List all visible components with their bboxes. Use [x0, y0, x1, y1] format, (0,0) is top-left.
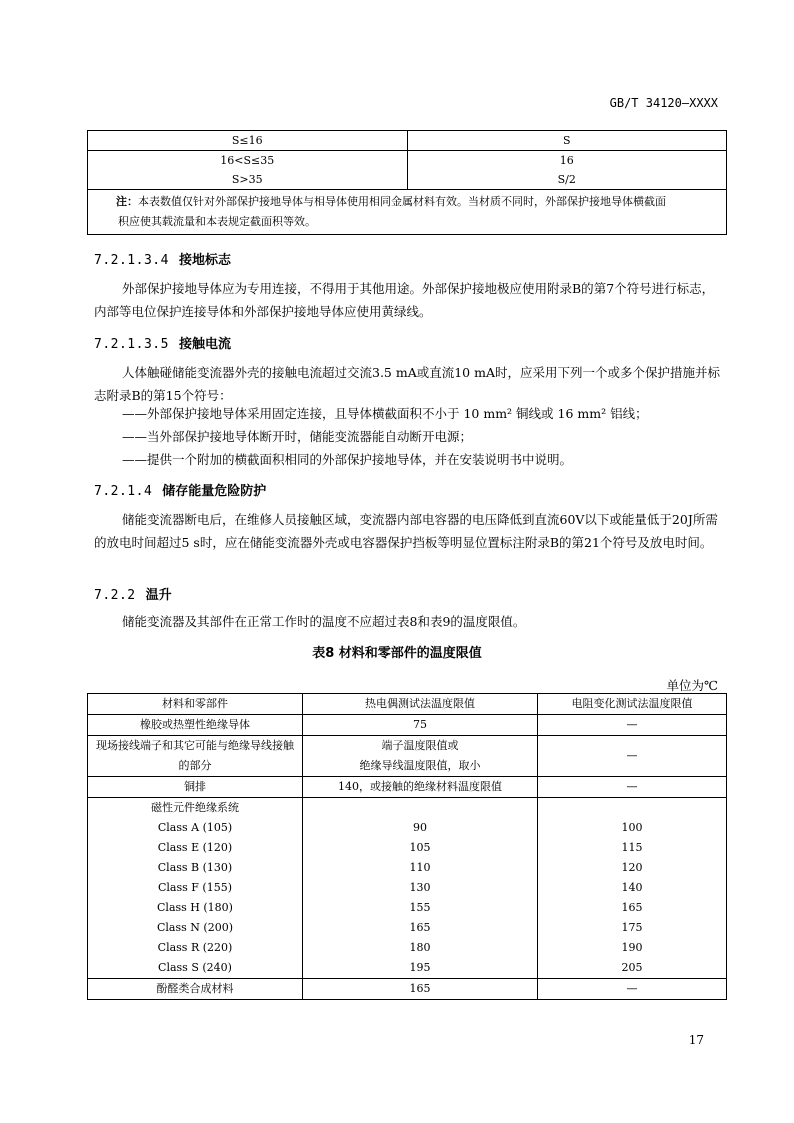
- cell-line: 的部分: [178, 759, 212, 772]
- table-cell: [88, 736, 303, 777]
- section-heading-7.2.1.4: [94, 480, 266, 499]
- table-cell: 16: [407, 151, 727, 171]
- table-cell: —: [538, 715, 727, 736]
- table-row: [88, 958, 727, 979]
- table-cell: S/2: [407, 170, 727, 190]
- table-cell: 16<S≤35: [88, 151, 408, 171]
- table-cell: 橡胶或热塑性绝缘导体: [88, 715, 303, 736]
- table-row: [88, 131, 727, 151]
- table-row: [88, 798, 727, 819]
- table-cell: Class H (180): [88, 898, 303, 918]
- table-cell: —: [538, 736, 727, 777]
- table-cell: 100: [538, 818, 727, 838]
- page-number: 17: [688, 1033, 704, 1047]
- column-header: 电阻变化测试法温度限值: [538, 694, 727, 715]
- table-cell: Class N (200): [88, 918, 303, 938]
- section-heading-7.2.1.3.5: [94, 333, 231, 352]
- table-row: [88, 838, 727, 858]
- table-cell: 110: [303, 858, 538, 878]
- table-cell: Class E (120): [88, 838, 303, 858]
- table-header-row: [88, 694, 727, 715]
- paragraph: 储能变流器断电后，在维修人员接触区域，变流器内部电容器的电压降低到直流60V以下或能量低于20J所需的放电时间超过5 s时，应在储能变流器外壳或电容器保护挡板等明显位置标注附录B的第21个符号及放电时间。: [94, 512, 718, 550]
- cell-line: 绝缘导线温度限值，取小: [359, 759, 481, 772]
- table-cell: Class R (220): [88, 938, 303, 958]
- table-cell: 175: [538, 918, 727, 938]
- table-row: [88, 818, 727, 838]
- section-title: 接地标志: [178, 253, 231, 268]
- table-unit: 单位为℃: [666, 678, 718, 693]
- table-row: [88, 777, 727, 798]
- table-cell: 155: [303, 898, 538, 918]
- section-number: 7.2.2: [94, 588, 136, 603]
- paragraph: 储能变流器及其部件在正常工作时的温度不应超过表8和表9的温度限值。: [122, 614, 526, 629]
- table-cell: Class F (155): [88, 878, 303, 898]
- table-cell: 165: [303, 918, 538, 938]
- note-line-2: 积应使其载流量和本表规定截面积等效。: [118, 215, 316, 228]
- table-note: [88, 190, 727, 235]
- document-code: GB/T 34120—XXXX: [609, 96, 718, 110]
- table-cell: —: [538, 979, 727, 1000]
- table-cell: 130: [303, 878, 538, 898]
- table-cell: 140: [538, 878, 727, 898]
- conductor-size-table: [87, 130, 727, 235]
- table-row: [88, 898, 727, 918]
- paragraph: 外部保护接地导体应为专用连接，不得用于其他用途。外部保护接地极应使用附录B的第7个符号进行标志，内部等电位保护连接导体和外部保护接地导体应使用黄绿线。: [94, 281, 715, 319]
- table-cell: 酚醛类合成材料: [88, 979, 303, 1000]
- table-row: [88, 170, 727, 190]
- table-row: [88, 151, 727, 171]
- table-cell: 205: [538, 958, 727, 979]
- table-cell: 190: [538, 938, 727, 958]
- table-cell: 90: [303, 818, 538, 838]
- table-row: [88, 878, 727, 898]
- table-cell: [303, 798, 538, 819]
- table-row: [88, 858, 727, 878]
- paragraph: 人体触碰储能变流器外壳的接触电流超过交流3.5 mA或直流10 mA时，应采用下列一个或多个保护措施并标志附录B的第15个符号：: [94, 365, 720, 403]
- table-cell: 115: [538, 838, 727, 858]
- table-cell: 165: [538, 898, 727, 918]
- table-cell: 磁性元件绝缘系统: [88, 798, 303, 819]
- section-number: 7.2.1.3.4: [94, 253, 169, 268]
- list-item: ——提供一个附加的横截面积相同的外部保护接地导体，并在安装说明书中说明。: [122, 452, 573, 467]
- section-heading-7.2.2: [94, 584, 172, 603]
- table-cell: 165: [303, 979, 538, 1000]
- table-row: [88, 918, 727, 938]
- section-number: 7.2.1.4: [94, 484, 153, 499]
- table-cell: 140，或接触的绝缘材料温度限值: [303, 777, 538, 798]
- table-cell: 120: [538, 858, 727, 878]
- table-cell: Class S (240): [88, 958, 303, 979]
- table-cell: 180: [303, 938, 538, 958]
- table-cell: 105: [303, 838, 538, 858]
- table-cell: 195: [303, 958, 538, 979]
- table-cell: 75: [303, 715, 538, 736]
- table-cell: Class A (105): [88, 818, 303, 838]
- section-heading-7.2.1.3.4: [94, 249, 231, 268]
- table-cell: Class B (130): [88, 858, 303, 878]
- table-row: [88, 979, 727, 1000]
- column-header: 热电偶测试法温度限值: [303, 694, 538, 715]
- table-cell: S: [407, 131, 727, 151]
- table-cell: [303, 736, 538, 777]
- column-header: 材料和零部件: [88, 694, 303, 715]
- cell-line: 现场接线端子和其它可能与绝缘导线接触: [96, 739, 294, 752]
- table-row: [88, 736, 727, 777]
- table-caption: 表8 材料和零部件的温度限值: [312, 646, 482, 661]
- table-note-row: [88, 190, 727, 235]
- note-line-1: 本表数值仅针对外部保护接地导体与相导体使用相同金属材料有效。当材质不同时，外部保护接地导体横截面: [138, 195, 666, 208]
- section-title: 温升: [145, 588, 172, 603]
- table-cell: —: [538, 777, 727, 798]
- list-item: ——外部保护接地导体采用固定连接，且导体横截面积不小于 10 mm² 铜线或 16 mm² 铝线；: [122, 406, 648, 421]
- section-title: 储存能量危险防护: [162, 484, 267, 499]
- cell-line: 端子温度限值或: [381, 739, 459, 752]
- table-row: [88, 715, 727, 736]
- section-number: 7.2.1.3.5: [94, 337, 169, 352]
- table-cell: [538, 798, 727, 819]
- table-cell: 铜排: [88, 777, 303, 798]
- table-cell: S>35: [88, 170, 408, 190]
- section-title: 接触电流: [178, 337, 231, 352]
- note-label: 注：: [116, 195, 138, 208]
- table-row: [88, 938, 727, 958]
- temperature-limit-table: [87, 693, 727, 1000]
- table-cell: S≤16: [88, 131, 408, 151]
- list-item: ——当外部保护接地导体断开时，储能变流器能自动断开电源；: [122, 429, 473, 444]
